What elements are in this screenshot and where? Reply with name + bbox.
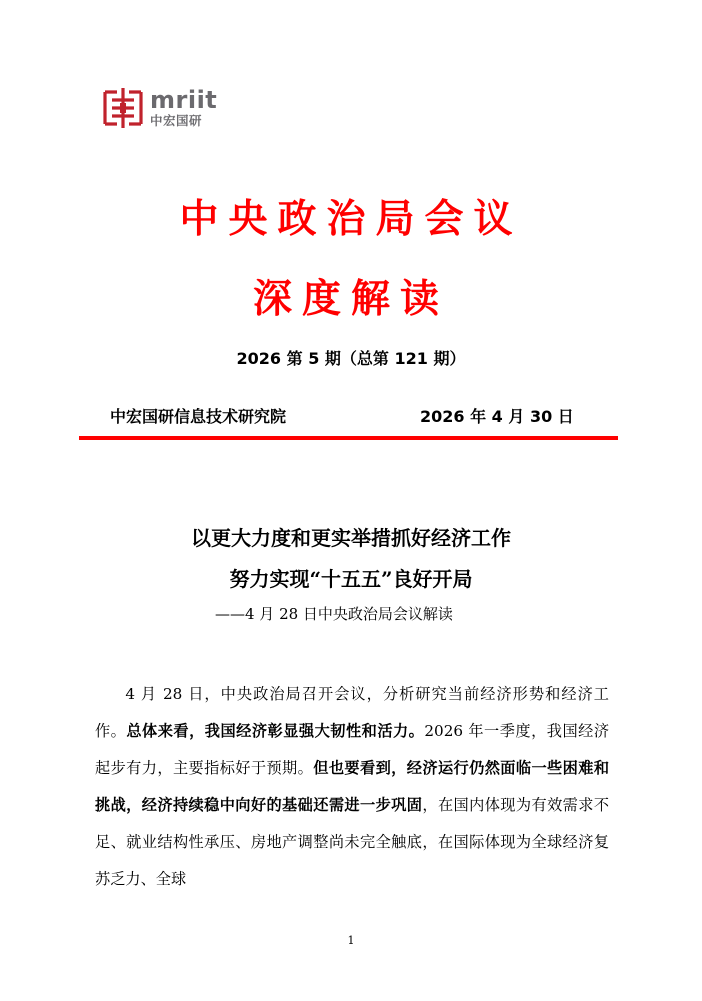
report-title-line1: 中央政治局会议 — [179, 197, 523, 242]
body-sentence-bold: 但也要看到，经济运行仍然面临一些困难和挑战，经济持续稳中向好的基础还需进一步巩固 — [95, 759, 610, 814]
body-sentence: 2026 年一季度，我国经济起步有力，主要指标好于预期。 — [95, 722, 610, 777]
article-headline-line2: 努力实现“十五五”良好开局 — [229, 567, 473, 591]
issue-number: 2026 第 5 期（总第 121 期） — [236, 349, 466, 368]
publication-date: 2026 年 4 月 30 日 — [420, 407, 574, 426]
body-sentence: ，在国内体现为有效需求不足、就业结构性承压、房地产调整尚未完全触底，在国际体现为全球经济复苏乏力、全球 — [95, 796, 610, 888]
mriit-logo-icon — [101, 86, 145, 130]
page-number: 1 — [347, 934, 355, 947]
body-sentence: 4 月 28 日，中央政治局召开会议，分析研究当前经济形势和经济工作。 — [95, 685, 609, 740]
article-body-paragraph — [95, 676, 609, 898]
report-title-line2: 深度解读 — [252, 277, 449, 322]
body-sentence-bold: 总体来看，我国经济彰显强大韧性和活力。 — [126, 722, 425, 740]
article-headline-line1: 以更大力度和更实举措抓好经济工作 — [191, 526, 511, 550]
header-divider — [79, 436, 618, 440]
logo-text-cn: 中宏国研 — [150, 113, 203, 129]
organization-name: 中宏国研信息技术研究院 — [110, 407, 287, 426]
logo — [101, 86, 217, 130]
article-subtitle: ——4 月 28 日中央政治局会议解读 — [215, 605, 453, 623]
logo-text-en: mriit — [150, 86, 218, 115]
